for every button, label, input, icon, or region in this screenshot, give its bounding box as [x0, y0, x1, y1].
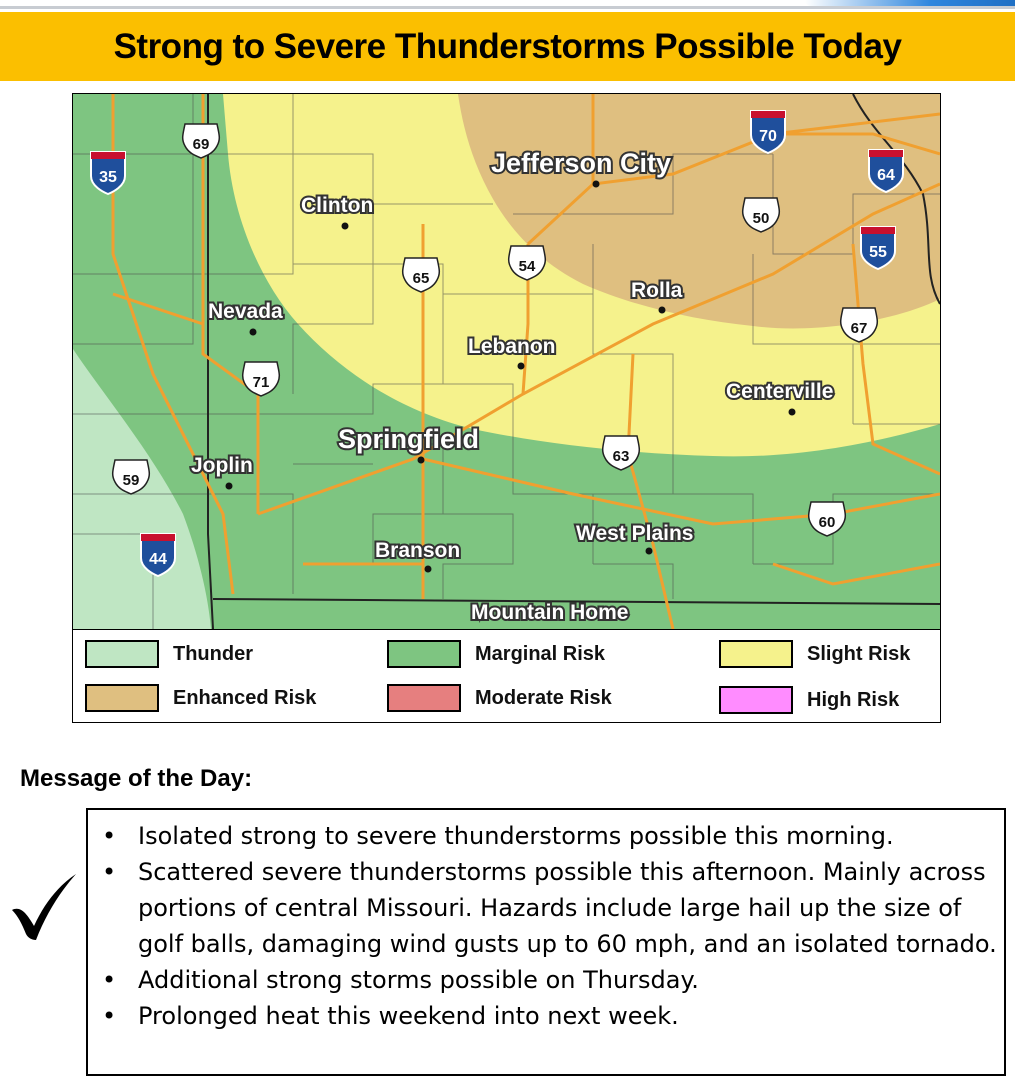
message-list [88, 810, 1004, 1034]
title-banner [0, 12, 1015, 81]
legend-label: Slight Risk [807, 642, 911, 665]
message-bullet: • Scattered severe thunderstorms possible this afternoon. Mainly across portions of central Missouri. Hazards include large hail up the size of golf balls, damaging wind gusts up to 60 mph, and an isolated tornado. [138, 854, 1004, 962]
city-dot [518, 363, 525, 370]
city-label-nevada: Nevada [208, 300, 283, 323]
city-label-joplin: Joplin [191, 454, 253, 477]
svg-text:55: 55 [869, 244, 887, 261]
city-dot [250, 329, 257, 336]
svg-text:50: 50 [752, 210, 770, 227]
interstate-shield-55 [861, 227, 895, 269]
svg-text:65: 65 [412, 270, 430, 287]
svg-text:60: 60 [818, 514, 836, 531]
legend-item-thunder [85, 638, 253, 670]
legend-label: Thunder [173, 642, 253, 665]
message-box [86, 808, 1006, 1076]
map-legend [73, 629, 940, 723]
city-dot [425, 566, 432, 573]
svg-text:69: 69 [192, 136, 210, 153]
legend-swatch-thunder [85, 640, 159, 668]
svg-text:63: 63 [612, 448, 630, 465]
legend-swatch-marginal [387, 640, 461, 668]
svg-text:35: 35 [99, 169, 117, 186]
city-dot [418, 457, 425, 464]
city-label-mountain-home: Mountain Home [471, 601, 629, 624]
legend-swatch-enhanced [85, 684, 159, 712]
checkmark-icon [8, 870, 78, 942]
message-bullet: • Isolated strong to severe thunderstorms possible this morning. [138, 818, 1004, 854]
message-bullet: • Prolonged heat this weekend into next week. [138, 998, 1004, 1034]
city-label-jefferson-city: Jefferson City [491, 148, 672, 178]
interstate-shield-44 [141, 534, 175, 576]
city-label-lebanon: Lebanon [468, 335, 556, 358]
city-label-rolla: Rolla [631, 279, 683, 302]
svg-text:67: 67 [850, 320, 868, 337]
legend-label: Moderate Risk [475, 686, 612, 709]
legend-label: High Risk [807, 688, 900, 711]
svg-text:64: 64 [877, 167, 895, 184]
brand-swoosh [805, 0, 1015, 6]
city-label-branson: Branson [375, 539, 461, 562]
message-bullet: • Additional strong storms possible on Thursday. [138, 962, 1004, 998]
legend-item-enhanced [85, 682, 316, 714]
city-label-west-plains: West Plains [576, 522, 694, 545]
legend-item-slight [719, 638, 910, 670]
svg-text:59: 59 [122, 472, 140, 489]
svg-text:44: 44 [149, 551, 167, 568]
message-of-the-day-heading: Message of the Day: [20, 765, 253, 792]
city-dot [646, 548, 653, 555]
page-title: Strong to Severe Thunderstorms Possible Today [113, 26, 902, 66]
legend-item-marginal [387, 638, 605, 670]
interstate-shield-70 [751, 111, 785, 153]
outlook-map [73, 94, 940, 629]
top-decoration [0, 0, 1015, 10]
city-dot [342, 223, 349, 230]
city-label-centerville: Centerville [726, 380, 834, 403]
legend-swatch-high [719, 686, 793, 714]
interstate-shield-35 [91, 152, 125, 194]
legend-swatch-moderate [387, 684, 461, 712]
legend-label: Marginal Risk [475, 642, 606, 665]
interstate-shield-64 [869, 150, 903, 192]
city-dot [593, 181, 600, 188]
city-dot [789, 409, 796, 416]
city-label-springfield: Springfield [338, 424, 479, 454]
city-dot [659, 307, 666, 314]
legend-item-high [719, 684, 899, 716]
svg-text:54: 54 [518, 258, 536, 275]
legend-label: Enhanced Risk [173, 686, 317, 709]
legend-swatch-slight [719, 640, 793, 668]
svg-text:70: 70 [759, 128, 777, 145]
city-label-clinton: Clinton [301, 194, 374, 217]
city-dot [226, 483, 233, 490]
outlook-map-panel [72, 93, 941, 723]
svg-text:71: 71 [252, 374, 270, 391]
top-rule [0, 6, 1015, 9]
legend-item-moderate [387, 682, 612, 714]
